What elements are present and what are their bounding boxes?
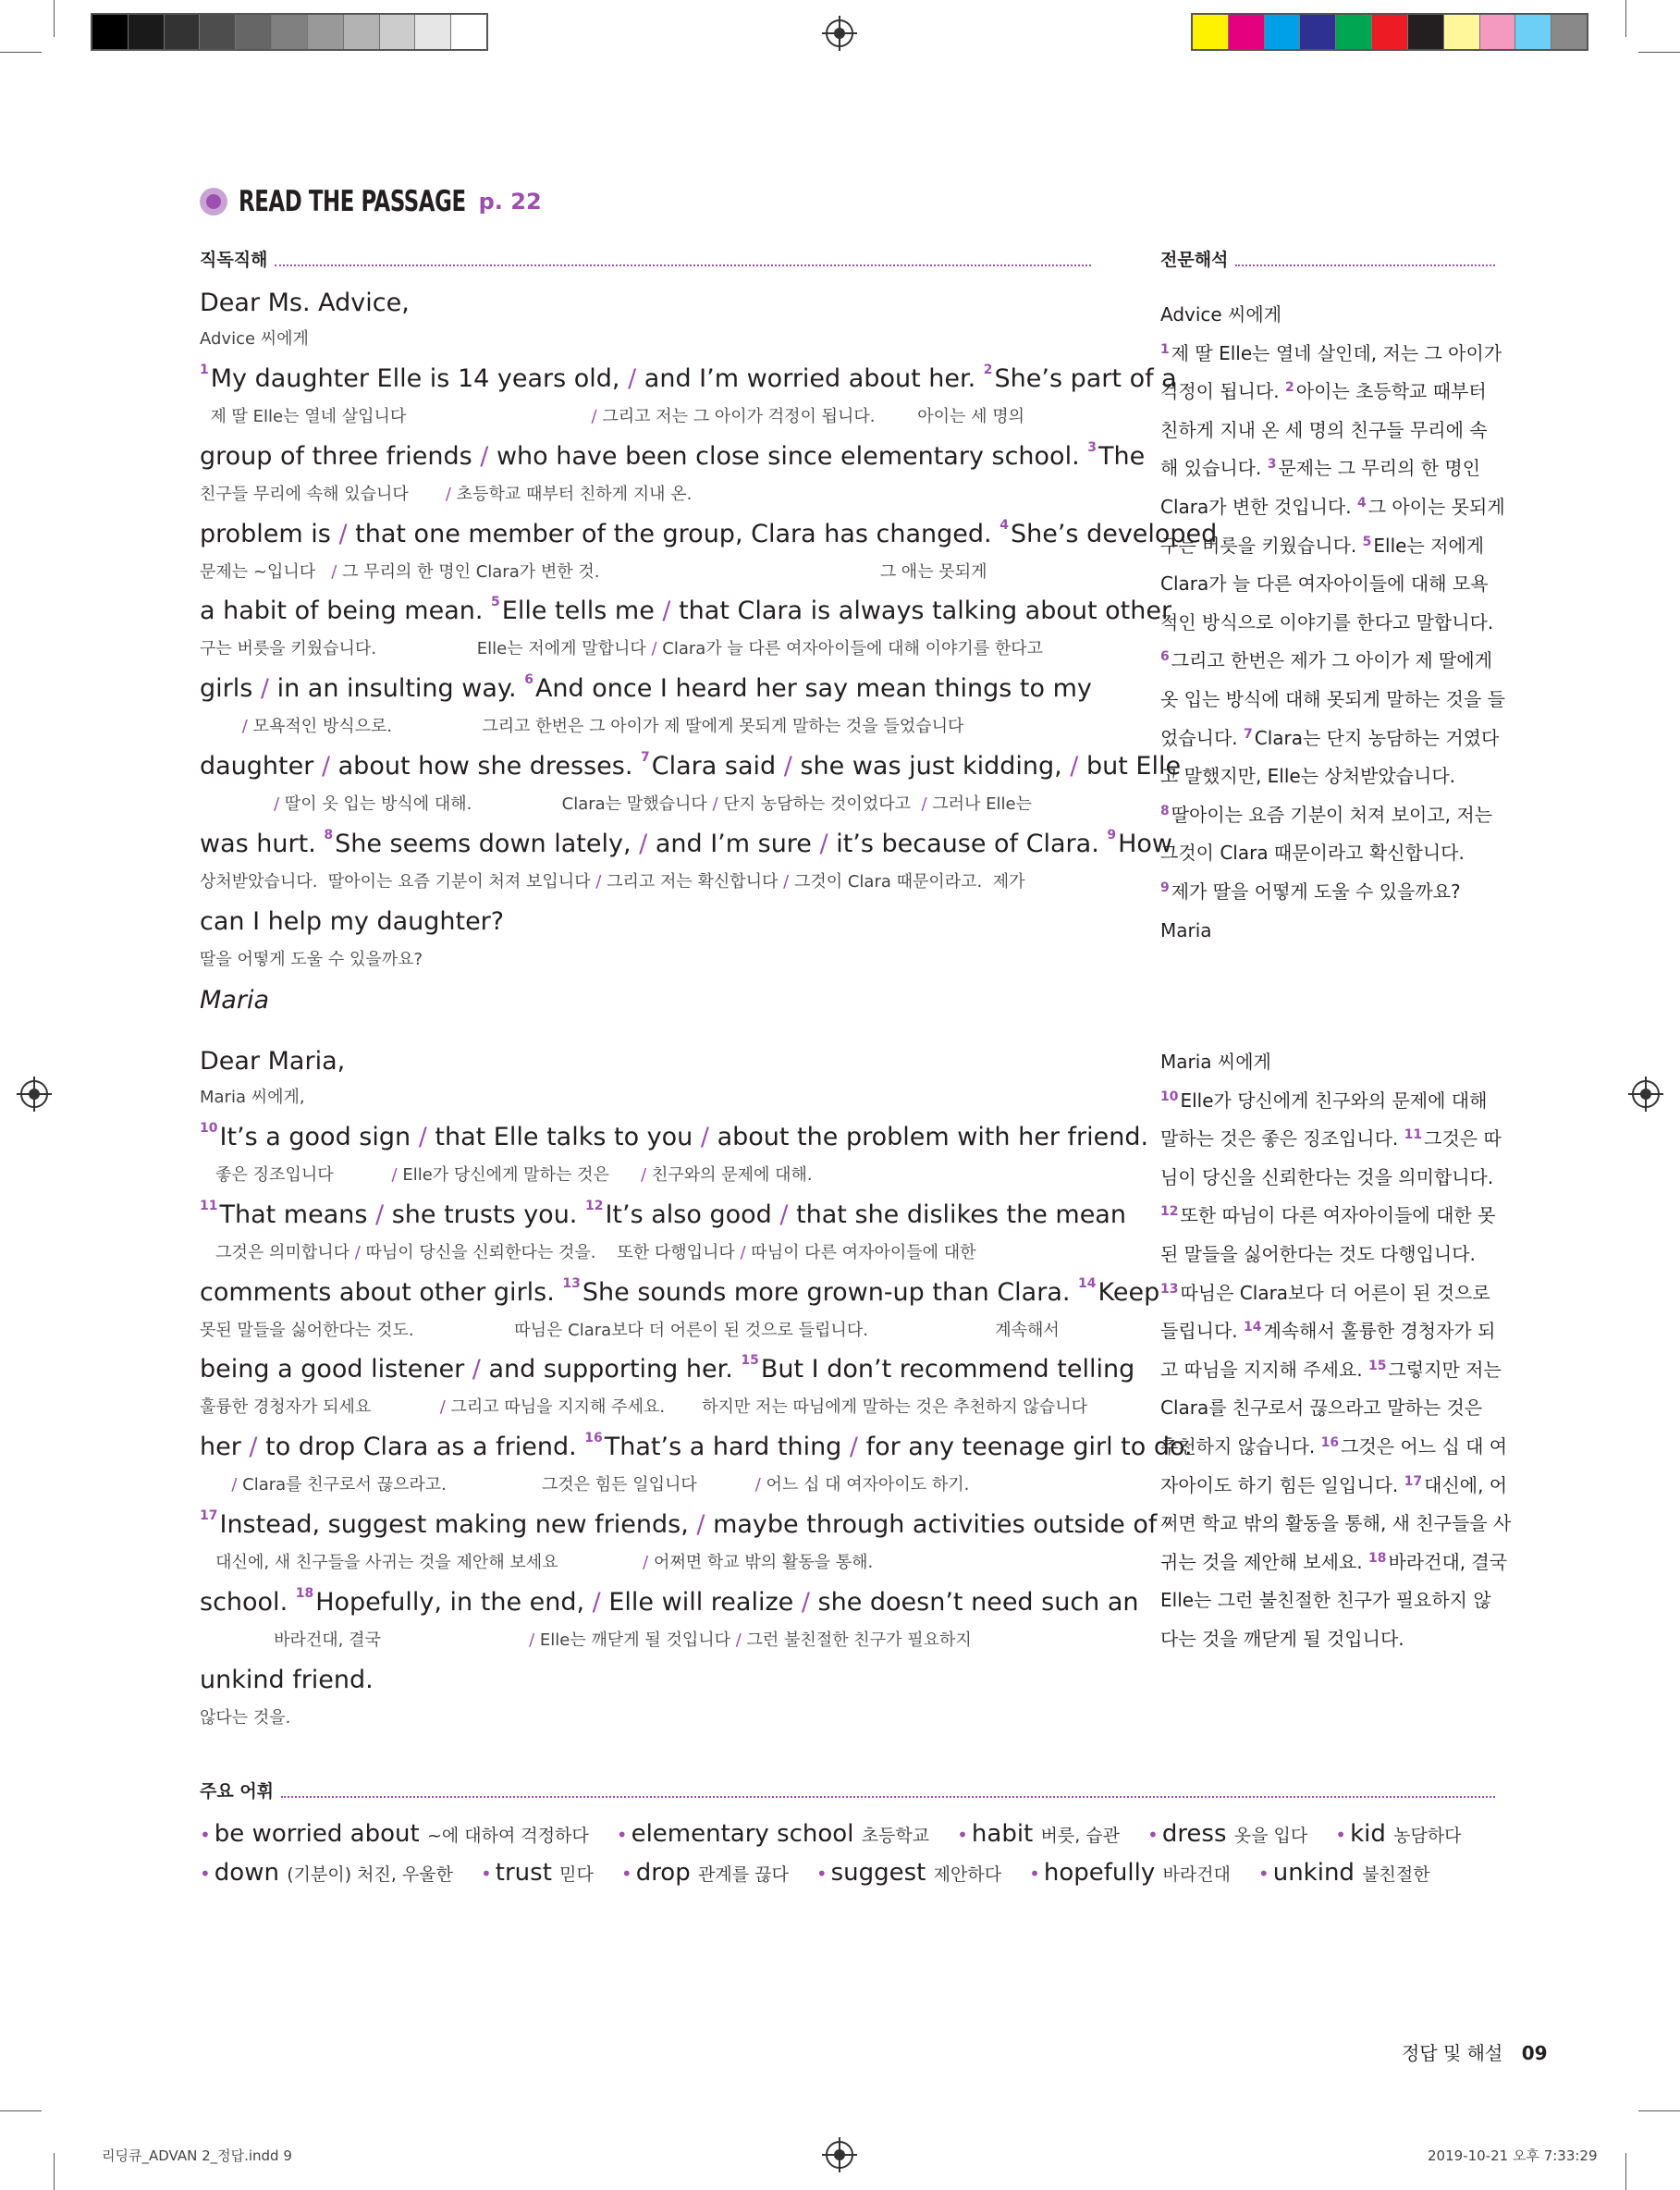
passage-line: her / to drop Clara as a friend. $^{16}$That’s a hard thing / for any teenage girl to do. [200, 1431, 1193, 1462]
process-color-bar [1191, 13, 1588, 51]
crop-mark [0, 52, 42, 53]
passage-gloss: 상처받았습니다. 딸아이는 요즘 기분이 처져 보입니다 / 그리고 저는 확신합니다 / 그것이 Clara 때문이라고. 제가 [200, 871, 1025, 892]
full-translation-2 [1160, 1043, 1512, 1659]
translation-line: Clara를 친구로서 끊으라고 말하는 것은 [1160, 1396, 1483, 1420]
color-swatch [92, 15, 129, 49]
bullet-icon: • [200, 1824, 211, 1846]
passage-gloss: 대신에, 새 친구들을 사귀는 것을 제안해 보세요 / 어쩌면 학교 밖의 활동을 통해. [200, 1553, 874, 1572]
vocab-meaning: 불친절한 [1362, 1864, 1430, 1885]
letter2-salutation: Dear Maria, [200, 1047, 346, 1076]
page-reference: p. 22 [478, 189, 542, 215]
crop-mark [1625, 0, 1626, 37]
color-swatch [1193, 15, 1229, 49]
vocab-row [200, 1820, 1490, 1848]
translation-line: 귀는 것을 제안해 보세요. $^{18}$ 바라건대, 결국 [1160, 1550, 1508, 1573]
translation-line: 걱정이 됩니다. $^2$ 아이는 초등학교 때부터 [1160, 380, 1487, 403]
vocab-meaning: 믿다 [559, 1864, 594, 1885]
color-swatch [236, 15, 272, 49]
translation-line: $^6$ 그리고 한번은 제가 그 아이가 제 딸에게 [1160, 649, 1493, 672]
print-timestamp: 2019-10-21 오후 7:33:29 [1428, 2147, 1598, 2164]
dotted-rule [281, 1796, 1495, 1798]
color-swatch [1336, 15, 1372, 49]
translation-line: $^{13}$ 따님은 Clara보다 더 어른이 된 것으로 [1160, 1281, 1490, 1304]
color-swatch [129, 15, 165, 49]
footer-section-label: 정답 및 해설 [1402, 2042, 1503, 2064]
passage-gloss: 훌륭한 경청자가 되세요 / 그리고 따님을 지지해 주세요. 하지만 저는 따님에게 말하는 것은 추천하지 않습니다 [200, 1397, 1087, 1418]
translation-line: 쩌면 학교 밖의 활동을 통해, 새 친구들을 사 [1160, 1512, 1512, 1535]
bullet-icon: • [815, 1863, 828, 1885]
vocab-term: habit [971, 1820, 1041, 1848]
vocab-term: trust [495, 1859, 560, 1887]
section-title [200, 185, 542, 218]
left-heading-text: 직독직해 [200, 250, 268, 270]
color-swatch [1229, 15, 1265, 49]
passage-gloss: 바라건대, 결국 / Elle는 깨닫게 될 것입니다 / 그런 불친절한 친구가 필요하지 [200, 1630, 972, 1650]
translation-line: Clara가 늘 다른 여자아이들에 대해 모욕 [1160, 572, 1489, 596]
translation-line: 었습니다. $^7$ Clara는 단지 농담하는 거였다 [1160, 726, 1500, 749]
translation-line: Elle는 그런 불친절한 친구가 필요하지 않 [1160, 1589, 1491, 1612]
letter2-salutation-kr: Maria 씨에게, [200, 1088, 305, 1107]
vocab-meaning: ~에 대하여 걱정하다 [426, 1826, 589, 1846]
translation-line: $^{12}$ 또한 따님이 다른 여자아이들에 대한 못 [1160, 1204, 1496, 1227]
passage-line: being a good listener / and supporting her. $^{15}$But I don’t recommend telling [200, 1353, 1135, 1384]
translation-line: Maria 씨에게 [1160, 1051, 1271, 1073]
letter1-signature: Maria [200, 986, 269, 1015]
passage-line: $^1$My daughter Elle is 14 years old, / and I’m worried about her. $^2$She’s part of a [200, 363, 1177, 393]
bullet-icon: • [200, 1863, 211, 1885]
vocab-row [200, 1859, 1458, 1887]
crop-mark [0, 2110, 42, 2111]
left-heading [200, 246, 1091, 271]
color-swatch [1551, 15, 1587, 49]
vocab-item [617, 1820, 929, 1848]
translation-line: 그것이 Clara 때문이라고 확신합니다. [1160, 842, 1465, 865]
bullet-icon: • [957, 1824, 968, 1846]
vocab-term: suggest [830, 1859, 934, 1887]
passage-line: $^{11}$That means / she trusts you. $^{12}$It’s also good / that she dislikes the mean [200, 1198, 1126, 1229]
passage-gloss: 친구들 무리에 속해 있습니다 / 초등학교 때부터 친하게 지내 온. [200, 484, 693, 504]
color-swatch [451, 15, 486, 49]
bullet-icon: • [1029, 1863, 1040, 1885]
color-swatch [1265, 15, 1301, 49]
passage-line: can I help my daughter? [200, 906, 505, 936]
dotted-rule [275, 265, 1091, 266]
passage-gloss: / 딸이 옷 입는 방식에 대해. Clara는 말했습니다 / 단지 농담하는 것이었다고 / 그러나 Elle는 [274, 794, 1032, 814]
vocab-heading-text: 주요 어휘 [200, 1781, 275, 1802]
translation-line: 추천하지 않습니다. $^{16}$ 그것은 어느 십 대 여 [1160, 1434, 1508, 1458]
full-translation-1 [1160, 296, 1505, 950]
passage-line: school. $^{18}$Hopefully, in the end, / Elle will realize / she doesn’t need such an [200, 1585, 1139, 1617]
translation-line: $^8$ 딸아이는 요즘 기분이 처져 보이고, 저는 [1160, 803, 1493, 826]
crop-mark [1625, 2153, 1626, 2190]
translation-line: 적인 방식으로 이야기를 한다고 말합니다. [1160, 610, 1494, 634]
color-swatch [1480, 15, 1516, 49]
passage-line: was hurt. $^8$She seems down lately, / and I’m sure / it’s because of Clara. $^9$How [200, 827, 1173, 858]
crop-mark [54, 0, 55, 37]
color-swatch [1372, 15, 1408, 49]
vocab-term: hopefully [1043, 1859, 1163, 1887]
right-heading [1160, 246, 1495, 271]
passage-line: daughter / about how she dresses. $^7$Clara said / she was just kidding, / but Elle [200, 750, 1182, 781]
color-swatch [165, 15, 201, 49]
bullet-icon: • [1335, 1824, 1347, 1846]
vocab-item [1335, 1820, 1461, 1848]
passage-line: girls / in an insulting way. $^6$And once I heard her say mean things to my [200, 672, 1092, 704]
bullet-icon: • [481, 1863, 492, 1885]
letter1-salutation: Dear Ms. Advice, [200, 289, 410, 317]
bullet-icon: • [616, 1824, 628, 1846]
translation-line: $^{10}$ Elle가 당신에게 친구와의 문제에 대해 [1160, 1089, 1488, 1112]
vocab-term: down [214, 1859, 288, 1887]
vocab-heading [200, 1778, 1495, 1802]
vocab-item [1029, 1859, 1231, 1887]
passage-gloss: 않다는 것을. [200, 1707, 291, 1728]
vocab-item [957, 1820, 1120, 1848]
translation-line: $^9$ 제가 딸을 어떻게 도울 수 있을까요? [1160, 880, 1461, 903]
color-swatch [200, 15, 236, 49]
vocab-item [621, 1859, 789, 1887]
registration-mark-icon [1632, 1080, 1660, 1108]
translation-line: 친하게 지내 온 세 명의 친구들 무리에 속 [1160, 418, 1488, 441]
translation-line: 해 있습니다. $^3$ 문제는 그 무리의 한 명인 [1160, 457, 1481, 480]
vocab-meaning: 초등학교 [861, 1826, 930, 1846]
color-swatch [1515, 15, 1551, 49]
passage-gloss: / 모욕적인 방식으로. 그리고 한번은 그 아이가 제 딸에게 못되게 말하는 것을 들었습니다 [241, 717, 964, 737]
bullet-circle-icon [200, 188, 227, 215]
translation-line: 자아이도 하기 힘든 일입니다. $^{17}$ 대신에, 어 [1160, 1473, 1508, 1496]
vocab-term: dress [1161, 1820, 1234, 1848]
vocab-meaning: 제안하다 [933, 1864, 1002, 1885]
translation-line: Clara가 변한 것입니다. $^4$ 그 아이는 못되게 [1160, 495, 1505, 518]
crop-mark [1638, 52, 1680, 53]
passage-gloss: 문제는 ~입니다 / 그 무리의 한 명인 Clara가 변한 것. 그 애는 못되게 [200, 561, 987, 582]
passage-gloss: 못된 말들을 싫어한다는 것도. 따님은 Clara보다 더 어른이 된 것으로 들립니다. 계속해서 [200, 1320, 1060, 1340]
passage-gloss: / Clara를 친구로서 끊으라고. 그것은 힘든 일입니다 / 어느 십 대 여자아이도 하기. [231, 1475, 970, 1495]
passage-gloss: 구는 버릇을 키웠습니다. Elle는 저에게 말합니다 / Clara가 늘 다른 여자아이들에 대해 이야기를 한다고 [200, 639, 1044, 659]
dotted-rule [1235, 265, 1495, 266]
passage-line: problem is / that one member of the group, Clara has changed. $^4$She’s developed [200, 517, 1218, 548]
crop-mark [54, 2153, 55, 2190]
color-swatch [1444, 15, 1480, 49]
right-heading-text: 전문해석 [1160, 250, 1229, 270]
vocab-meaning: 버릇, 습관 [1040, 1826, 1121, 1846]
vocab-meaning: (기분이) 처진, 우울한 [287, 1864, 453, 1885]
vocab-item [481, 1859, 594, 1887]
translation-line: 들립니다. $^{14}$ 계속해서 훌륭한 경청자가 되 [1160, 1320, 1496, 1343]
crop-mark [1638, 2110, 1680, 2111]
vocab-term: unkind [1272, 1859, 1363, 1887]
translation-line: Maria [1160, 918, 1212, 941]
color-swatch [380, 15, 416, 49]
translation-line: 고 따님을 지지해 주세요. $^{15}$ 그렇지만 저는 [1160, 1358, 1502, 1381]
bullet-icon: • [620, 1863, 632, 1885]
color-swatch [1408, 15, 1444, 49]
letter1-salutation-kr: Advice 씨에게 [200, 329, 309, 349]
bullet-icon: • [1147, 1824, 1159, 1846]
passage-line: $^{17}$Instead, suggest making new friends, / maybe through activities outside of [200, 1508, 1158, 1539]
passage-line: group of three friends / who have been close since elementary school. $^3$The [200, 439, 1146, 471]
vocab-term: drop [635, 1859, 698, 1887]
translation-line: 된 말들을 싫어한다는 것도 다행입니다. [1160, 1242, 1476, 1265]
passage-line: comments about other girls. $^{13}$She sounds more grown-up than Clara. $^{14}$Keep [200, 1275, 1160, 1307]
translation-line: 님이 당신을 신뢰한다는 것을 의미합니다. [1160, 1165, 1494, 1188]
vocab-term: be worried about [214, 1820, 427, 1848]
color-swatch [308, 15, 344, 49]
page-number: 09 [1521, 2042, 1548, 2064]
translation-line: 구는 버릇을 키웠습니다. $^5$ Elle는 저에게 [1160, 534, 1485, 557]
vocab-item [200, 1820, 589, 1848]
vocab-meaning: 관계를 끊다 [698, 1864, 789, 1885]
passage-gloss: 제 딸 Elle는 열네 살입니다 / 그리고 저는 그 아이가 걱정이 됩니다. 아이는 세 명의 [200, 407, 1025, 426]
passage-gloss: 그것은 의미합니다 / 따님이 당신을 신뢰한다는 것을. 또한 다행입니다 / 따님이 다른 여자아이들에 대한 [200, 1242, 976, 1262]
translation-line: 옷 입는 방식에 대해 못되게 말하는 것을 들 [1160, 687, 1505, 710]
registration-mark-icon [826, 2141, 853, 2169]
translation-line: $^1$ 제 딸 Elle는 열네 살인데, 저는 그 아이가 [1160, 341, 1502, 364]
passage-line: $^{10}$It’s a good sign / that Elle talks to you / about the problem with her friend. [200, 1121, 1149, 1151]
file-info: 리딩큐_ADVAN 2_정답.indd 9 [102, 2147, 292, 2164]
vocab-item [1147, 1820, 1307, 1848]
gray-color-bar [91, 13, 488, 51]
translation-line: Advice 씨에게 [1160, 303, 1282, 326]
passage-line: unkind friend. [200, 1665, 374, 1694]
vocab-meaning: 옷을 입다 [1233, 1826, 1308, 1846]
vocab-meaning: 농담하다 [1393, 1826, 1462, 1846]
vocab-item [816, 1859, 1001, 1887]
vocab-meaning: 바라건대 [1162, 1864, 1231, 1885]
translation-line: 다는 것을 깨닫게 될 것입니다. [1160, 1627, 1404, 1650]
page-footer [1402, 2038, 1548, 2065]
vocab-item [1258, 1859, 1430, 1887]
vocab-item [200, 1859, 453, 1887]
color-swatch [272, 15, 308, 49]
passage-gloss: 딸을 어떻게 도울 수 있을까요? [200, 949, 423, 969]
bullet-icon: • [1257, 1863, 1269, 1885]
registration-mark-icon [20, 1080, 48, 1108]
passage-line: a habit of being mean. $^5$Elle tells me / that Clara is always talking about other [200, 595, 1172, 626]
color-swatch [415, 15, 451, 49]
registration-mark-icon [826, 19, 853, 47]
section-title-text: READ THE PASSAGE [239, 185, 466, 218]
color-swatch [1300, 15, 1336, 49]
passage-gloss: 좋은 징조입니다 / Elle가 당신에게 말하는 것은 / 친구와의 문제에 대해. [200, 1165, 813, 1185]
translation-line: 말하는 것은 좋은 징조입니다. $^{11}$ 그것은 따 [1160, 1127, 1502, 1150]
translation-line: 고 말했지만, Elle는 상처받았습니다. [1160, 765, 1456, 788]
color-swatch [344, 15, 380, 49]
vocab-term: kid [1350, 1820, 1394, 1848]
vocab-term: elementary school [631, 1820, 862, 1848]
